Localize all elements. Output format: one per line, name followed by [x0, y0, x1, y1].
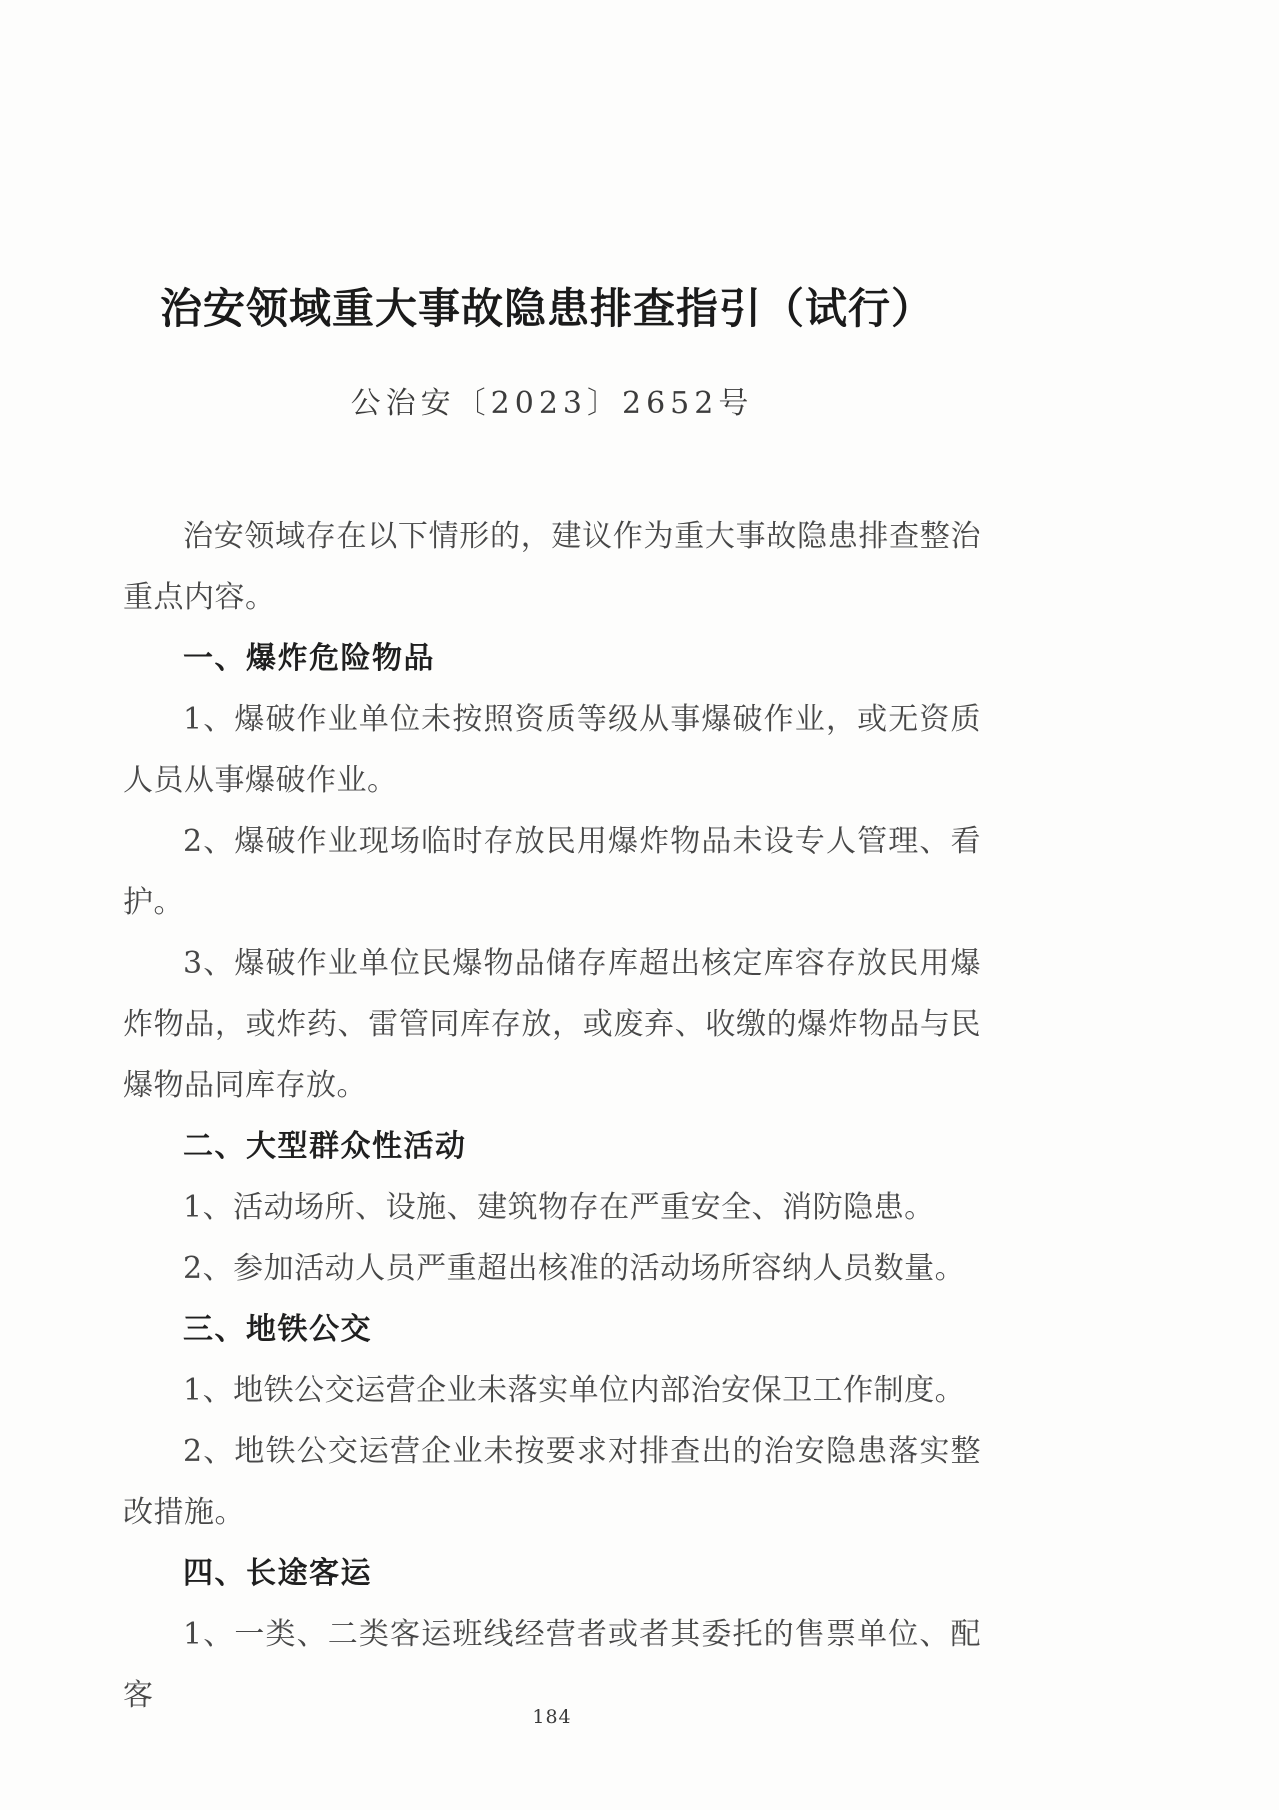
body-paragraph: 3、爆破作业单位民爆物品储存库超出核定库容存放民用爆炸物品，或炸药、雷管同库存放，或废弃、收缴的爆炸物品与民爆物品同库存放。 — [123, 946, 981, 1103]
section-heading-1: 一、爆炸危险物品 — [183, 642, 435, 675]
section-heading-2: 二、大型群众性活动 — [183, 1130, 467, 1163]
document-number: 公治安〔2023〕2652号 — [350, 386, 754, 421]
document-title: 治安领域重大事故隐患排查指引（试行） — [159, 285, 934, 332]
body-paragraph: 1、活动场所、设施、建筑物存在严重安全、消防隐患。 — [183, 1190, 935, 1225]
body-paragraph: 治安领域存在以下情形的，建议作为重大事故隐患排查整治重点内容。 — [123, 519, 981, 615]
body-paragraph: 1、爆破作业单位未按照资质等级从事爆破作业，或无资质人员从事爆破作业。 — [123, 702, 981, 798]
body-paragraph: 1、一类、二类客运班线经营者或者其委托的售票单位、配客 — [123, 1617, 981, 1713]
body-paragraph: 2、参加活动人员严重超出核准的活动场所容纳人员数量。 — [183, 1251, 966, 1286]
section-heading-4: 四、长途客运 — [183, 1557, 372, 1590]
section-heading-3: 三、地铁公交 — [183, 1313, 372, 1346]
body-paragraph: 2、爆破作业现场临时存放民用爆炸物品未设专人管理、看护。 — [123, 824, 981, 920]
page-number: 184 — [532, 1706, 572, 1728]
body-paragraph: 2、地铁公交运营企业未按要求对排查出的治安隐患落实整改措施。 — [123, 1434, 981, 1530]
content-column — [123, 280, 981, 1726]
document-body — [123, 506, 981, 1726]
body-paragraph: 1、地铁公交运营企业未落实单位内部治安保卫工作制度。 — [183, 1373, 966, 1408]
